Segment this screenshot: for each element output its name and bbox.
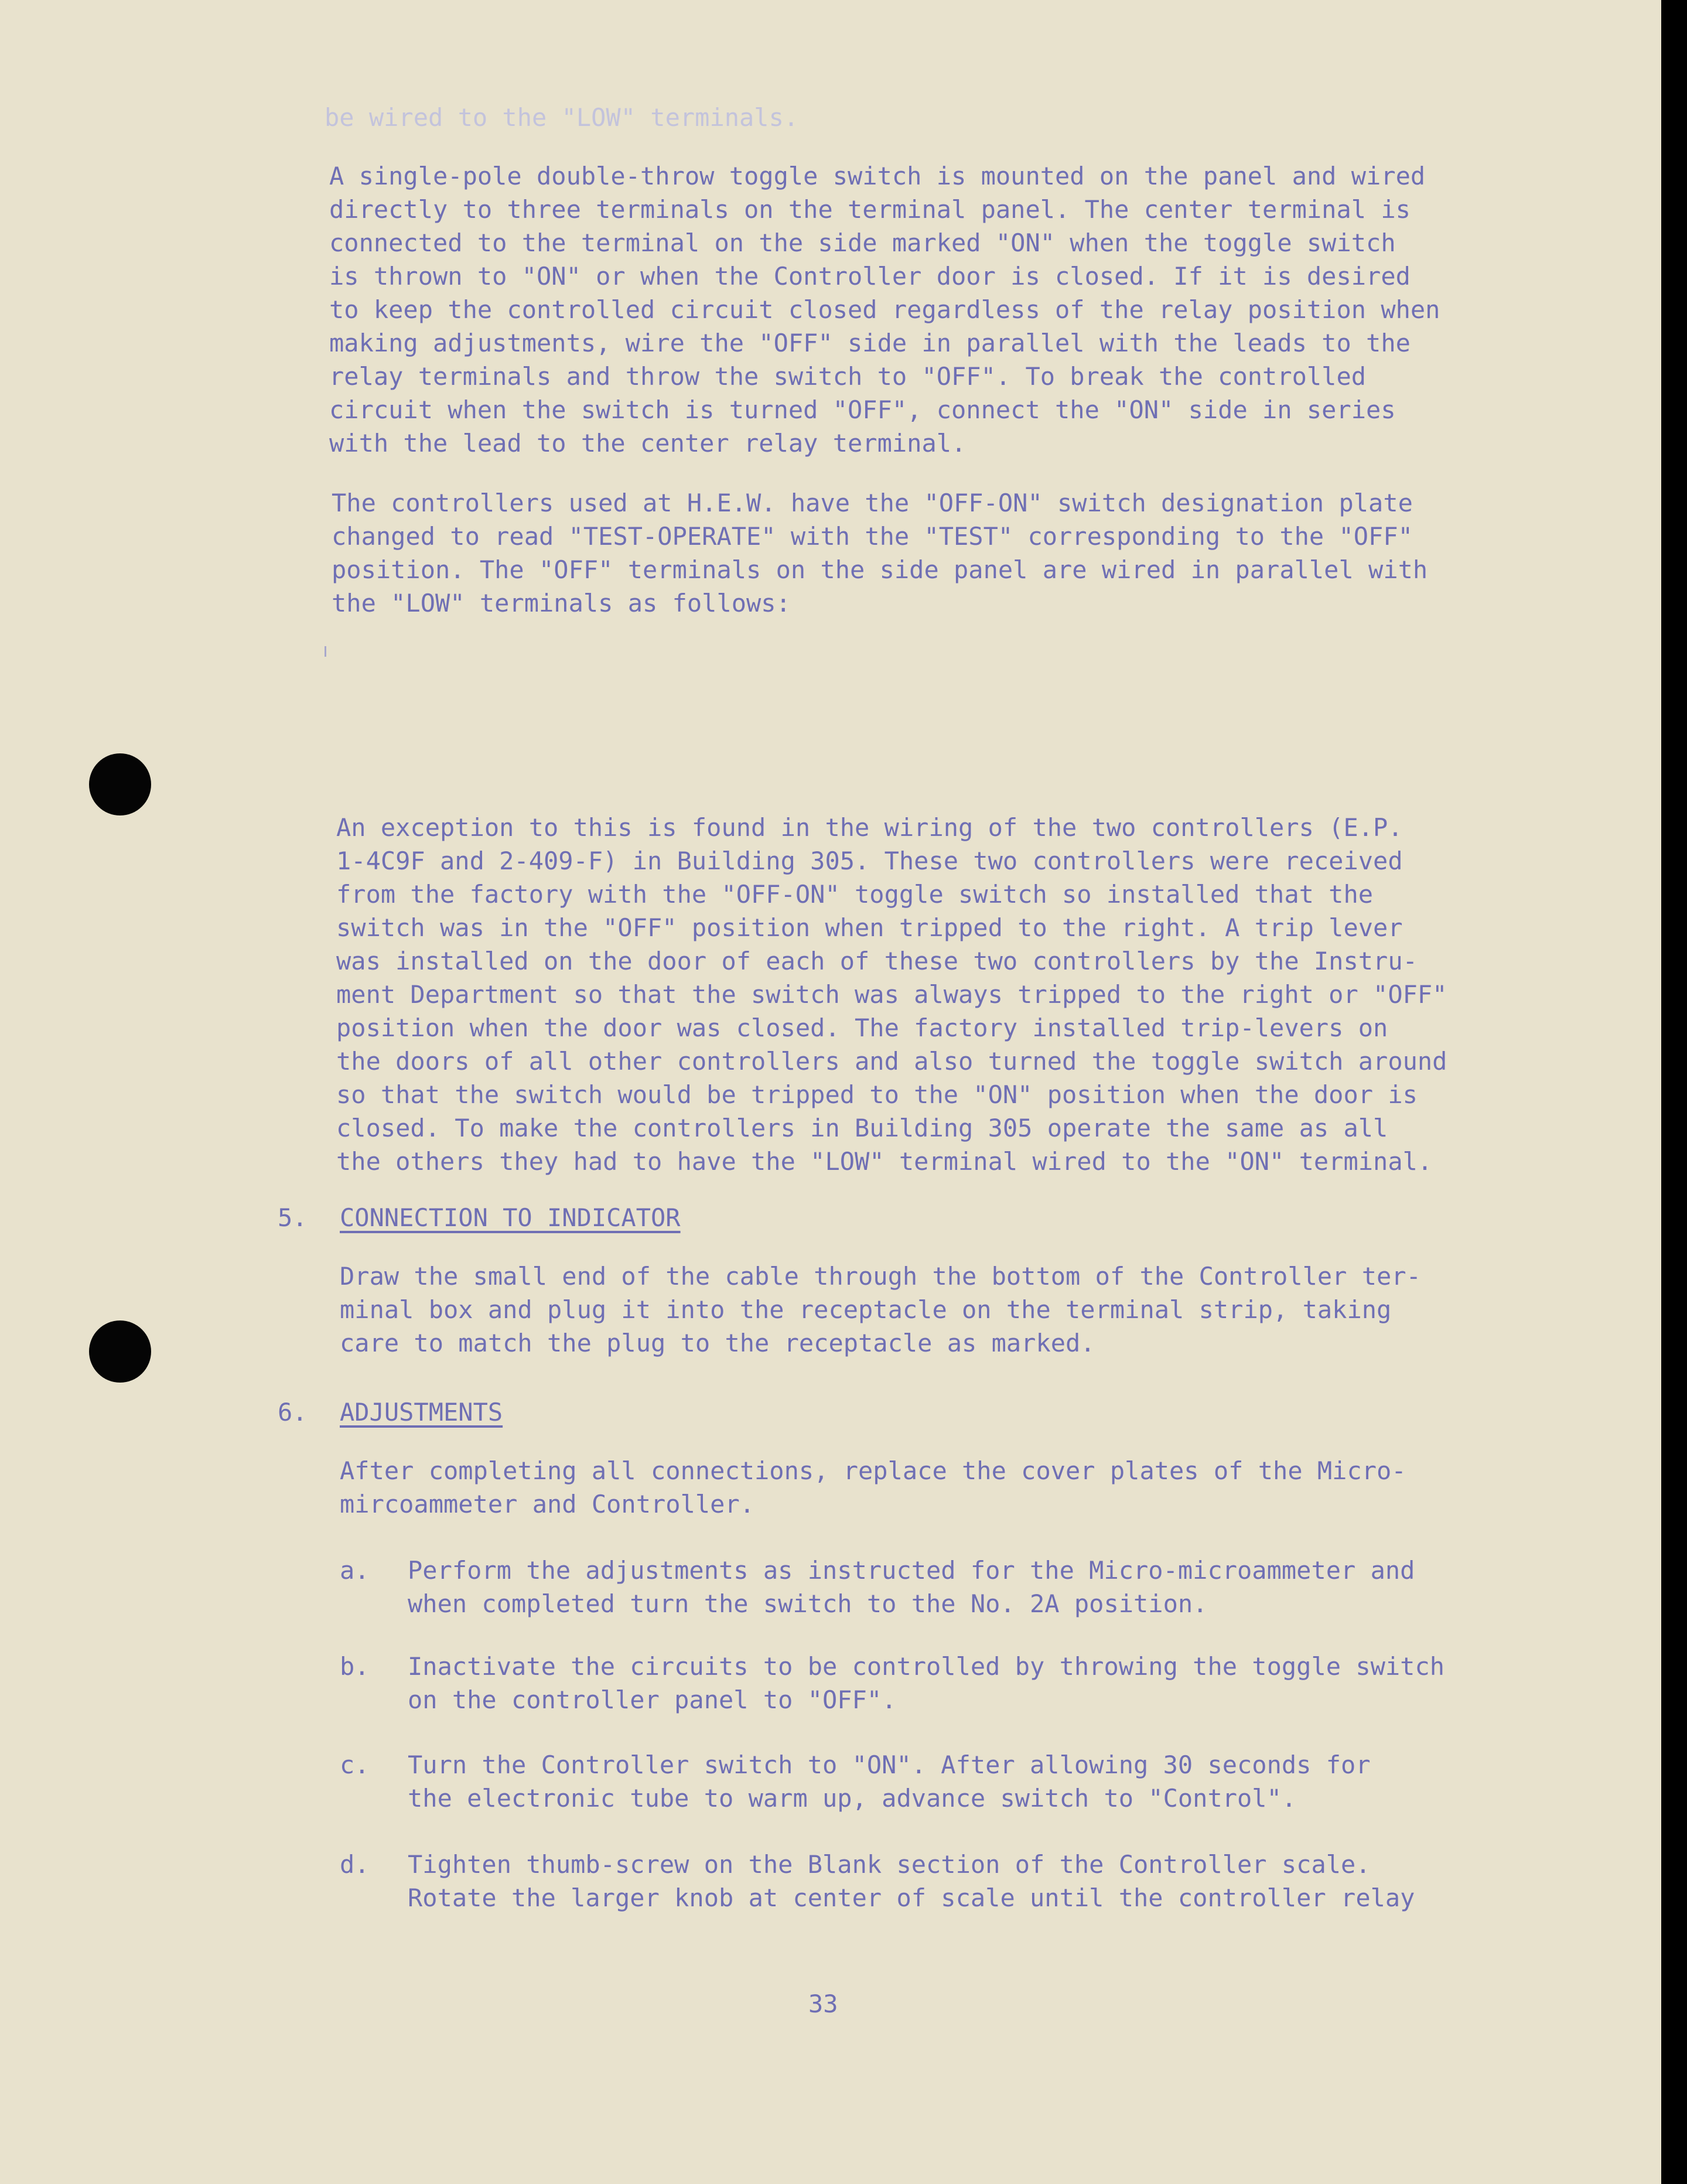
binder-hole-lower — [89, 1320, 151, 1383]
step-a-text: Perform the adjustments as instructed for the Micro-microammeter and when completed turn the switch to the No. 2A position. — [408, 1556, 1415, 1618]
paragraph-toggle-switch: A single-pole double-throw toggle switch is mounted on the panel and wired directly to three terminals on the terminal panel. The center terminal is connected to the terminal on the side marked "ON" when the toggle switch is thrown to "ON" or when the Controller door is closed. If it is desired to keep the controlled circuit closed regardless of the relay position when making adjustments, wire the "OFF" side in parallel with the leads to the relay terminals and throw the switch to "OFF". To break the controlled circuit when the switch is turned "OFF", connect the "ON" side in series with the lead to the center relay terminal. — [329, 162, 1440, 458]
section-5-title: CONNECTION TO INDICATOR — [340, 1203, 681, 1232]
step-d-label: d. — [340, 1850, 370, 1879]
paragraph-hew-controllers: The controllers used at H.E.W. have the "OFF-ON" switch designation plate changed to read "TEST-OPERATE" with the "TEST" corresponding to the "OFF" position. The "OFF" terminals on the side panel are wired in parallel with the "LOW" terminals as follows: — [332, 489, 1428, 617]
section-6-title: ADJUSTMENTS — [340, 1398, 503, 1427]
step-b-label: b. — [340, 1652, 370, 1681]
binder-hole-upper — [89, 753, 151, 815]
page-number: 33 — [808, 1990, 838, 2018]
step-d-text: Tighten thumb-screw on the Blank section of the Controller scale. Rotate the larger knob at center of scale until the controller relay — [408, 1850, 1415, 1912]
step-b-text: Inactivate the circuits to be controlled by throwing the toggle switch on the controller panel to "OFF". — [408, 1652, 1445, 1714]
paragraph-exception-building-305: An exception to this is found in the wiring of the two controllers (E.P. 1-4C9F and 2-409-F) in Building 305. These two controllers were received from the factory with the "OFF-ON" toggle switch so installed that the switch was in the "OFF" position when tripped to the right. A trip lever was installed on the door of each of these two controllers by the Instru- ment Department so that the switch was always tripped to the right or "OFF" position when the door was closed. The factory installed trip-levers on the doors of all other controllers and also turned the toggle switch around so that the switch would be tripped to the "ON" position when the door is closed. To make the controllers in Building 305 operate the same as all the others they had to have the "LOW" terminal wired to the "ON" terminal. — [336, 813, 1447, 1176]
section-5-body: Draw the small end of the cable through the bottom of the Controller ter- minal box and plug it into the receptacle on the terminal strip, taking care to match the plug to the receptacle as marked. — [340, 1262, 1421, 1357]
stray-mark — [325, 646, 326, 657]
step-c-label: c. — [340, 1750, 370, 1779]
section-6-number: 6. — [278, 1398, 308, 1427]
step-c-text: Turn the Controller switch to "ON". After allowing 30 seconds for the electronic tube to warm up, advance switch to "Control". — [408, 1750, 1371, 1813]
section-6-body: After completing all connections, replace the cover plates of the Micro- mircoammeter and Controller. — [340, 1456, 1406, 1518]
carryover-line: be wired to the "LOW" terminals. — [325, 103, 799, 132]
section-5-number: 5. — [278, 1203, 308, 1232]
step-a-label: a. — [340, 1556, 370, 1585]
